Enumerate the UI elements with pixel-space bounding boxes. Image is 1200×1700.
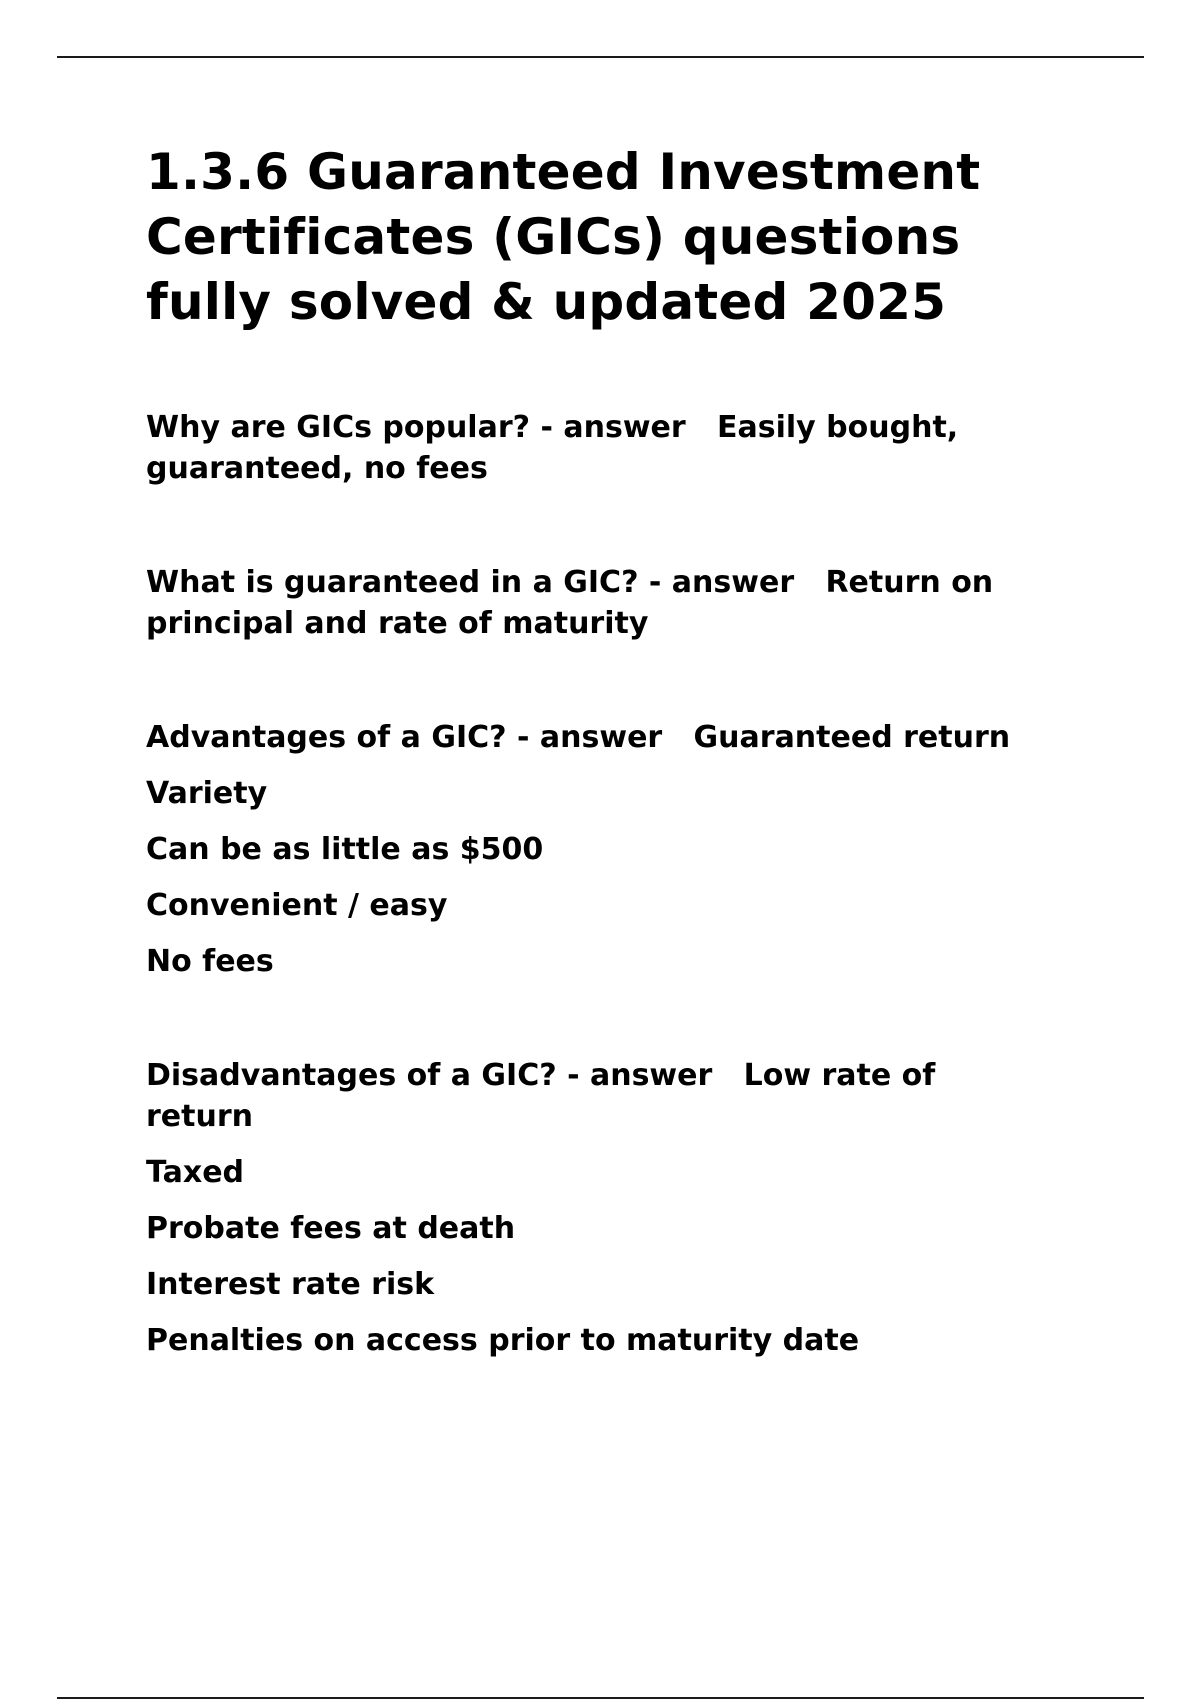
qa-line: Advantages of a GIC? - answer Guaranteed return: [146, 720, 1011, 755]
qa-block-why-popular: [146, 407, 1086, 489]
qa-block-disadvantages: [146, 1055, 1086, 1361]
list-item: Taxed: [146, 1155, 245, 1190]
qa-line: guaranteed, no fees: [146, 451, 488, 486]
qa-block-advantages: [146, 717, 1086, 982]
list-item: Penalties on access prior to maturity date: [146, 1323, 860, 1358]
list-item: Variety: [146, 776, 268, 811]
title-line: fully solved & updated 2025: [146, 273, 947, 331]
title-line: 1.3.6 Guaranteed Investment: [146, 143, 981, 201]
list-item: Probate fees at death: [146, 1211, 516, 1246]
document-body: [146, 140, 1086, 1361]
qa-line: return: [146, 1099, 253, 1134]
qa-line: Why are GICs popular? - answer Easily bought,: [146, 410, 959, 445]
list-item: Convenient / easy: [146, 888, 448, 923]
title-line: Certificates (GICs) questions: [146, 208, 961, 266]
top-rule: [57, 56, 1144, 58]
list-item: No fees: [146, 944, 274, 979]
qa-block-what-guaranteed: [146, 562, 1086, 644]
qa-line: What is guaranteed in a GIC? - answer Return on: [146, 565, 994, 600]
bottom-rule: [57, 1697, 1144, 1699]
page-title: [146, 140, 1086, 335]
list-item: Interest rate risk: [146, 1267, 435, 1302]
list-item: Can be as little as $500: [146, 832, 544, 867]
qa-line: principal and rate of maturity: [146, 606, 649, 641]
qa-line: Disadvantages of a GIC? - answer Low rate of: [146, 1058, 936, 1093]
